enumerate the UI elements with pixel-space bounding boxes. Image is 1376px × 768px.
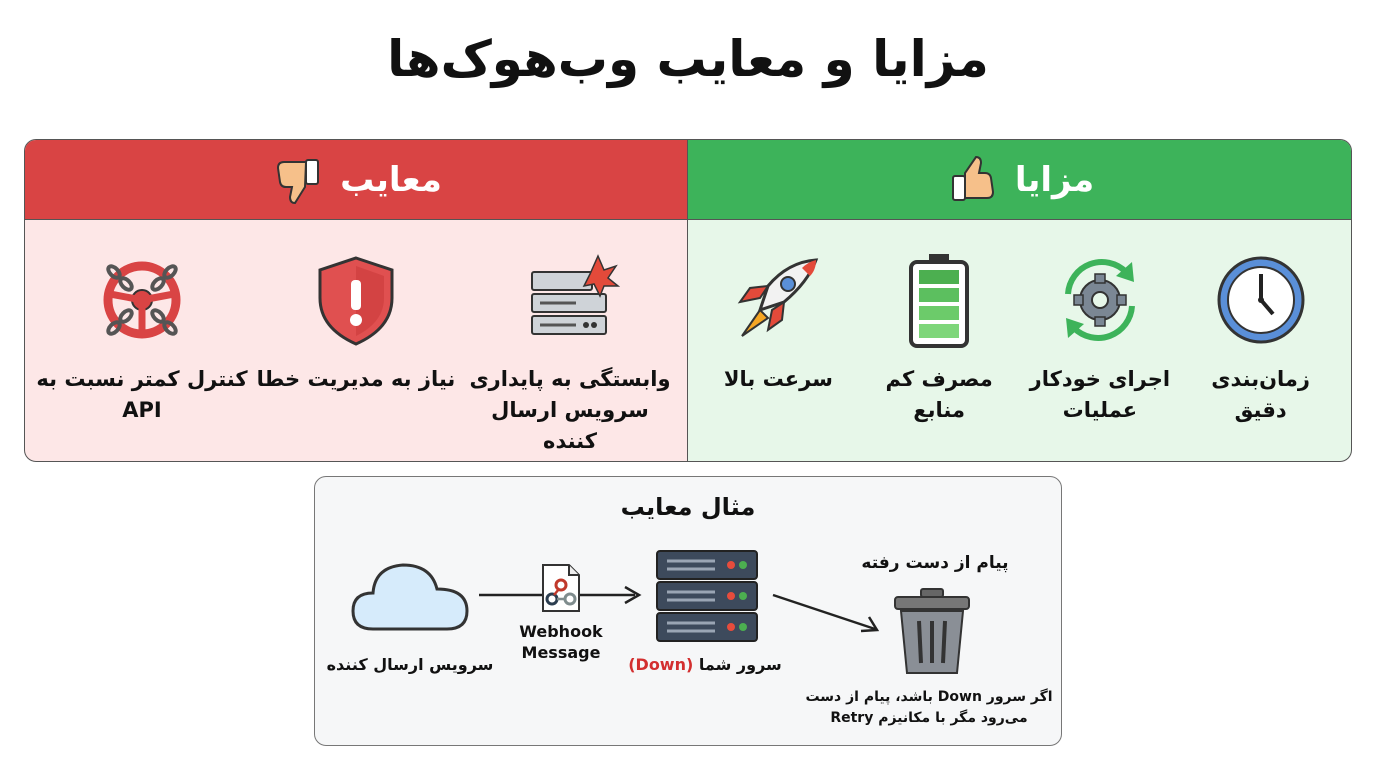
server-label: سرور شما (Down) (628, 655, 782, 674)
battery-icon (889, 250, 989, 350)
chained-steering-wheel-icon (92, 250, 192, 350)
thumbs-down-icon (270, 152, 326, 208)
lost-message-title: پیام از دست رفته (861, 553, 1009, 573)
pros-header-label: مزایا (1014, 159, 1095, 200)
pros-item-speed (703, 250, 853, 426)
cons-item-label: نیاز به مدیریت خطا (256, 367, 456, 391)
cons-item-error-handling (249, 250, 463, 457)
cons-item-label: وابستگی به پایداری سرویس ارسال کننده (469, 367, 671, 453)
warning-shield-icon (306, 250, 406, 350)
pros-item-label: زمان‌بندی دقیق (1211, 367, 1310, 422)
broken-server-icon (520, 250, 620, 350)
server-status: (Down) (628, 655, 694, 674)
cloud-icon (349, 555, 471, 637)
cons-header (25, 140, 687, 220)
rocket-icon (728, 250, 828, 350)
webhook-file-icon (539, 561, 583, 615)
cons-item-less-control (35, 250, 249, 457)
webhook-message-label: Webhook Message (519, 622, 603, 662)
pros-item-label: سرعت بالا (723, 367, 833, 391)
pros-item-automation (1025, 250, 1175, 426)
pros-panel (688, 139, 1352, 462)
example-title: مثال معایب (620, 493, 756, 521)
lost-message-note: اگر سرور Down باشد، پیام از دست می‌رود مگر با مکانیزم Retry (805, 689, 1053, 726)
pros-item-low-resources (864, 250, 1014, 426)
cons-header-label: معایب (340, 159, 442, 200)
trash-icon (891, 585, 973, 679)
cons-panel (24, 139, 688, 462)
sender-label: سرویس ارسال کننده (326, 655, 494, 674)
server-icon (655, 549, 759, 643)
pros-item-label: مصرف کم منابع (885, 367, 993, 422)
thumbs-up-icon (945, 152, 1001, 208)
cons-item-label: کنترل کمتر نسبت به API (36, 367, 248, 422)
cons-item-sender-dependency (463, 250, 677, 457)
page-title: مزایا و معایب وب‌هوک‌ها (387, 30, 989, 88)
pros-item-timing (1186, 250, 1336, 426)
arrow-server-to-trash (769, 589, 885, 639)
clock-icon (1211, 250, 1311, 350)
pros-header (688, 140, 1351, 220)
gear-cycle-icon (1050, 250, 1150, 350)
pros-item-label: اجرای خودکار عملیات (1029, 367, 1171, 422)
example-box (314, 476, 1062, 746)
